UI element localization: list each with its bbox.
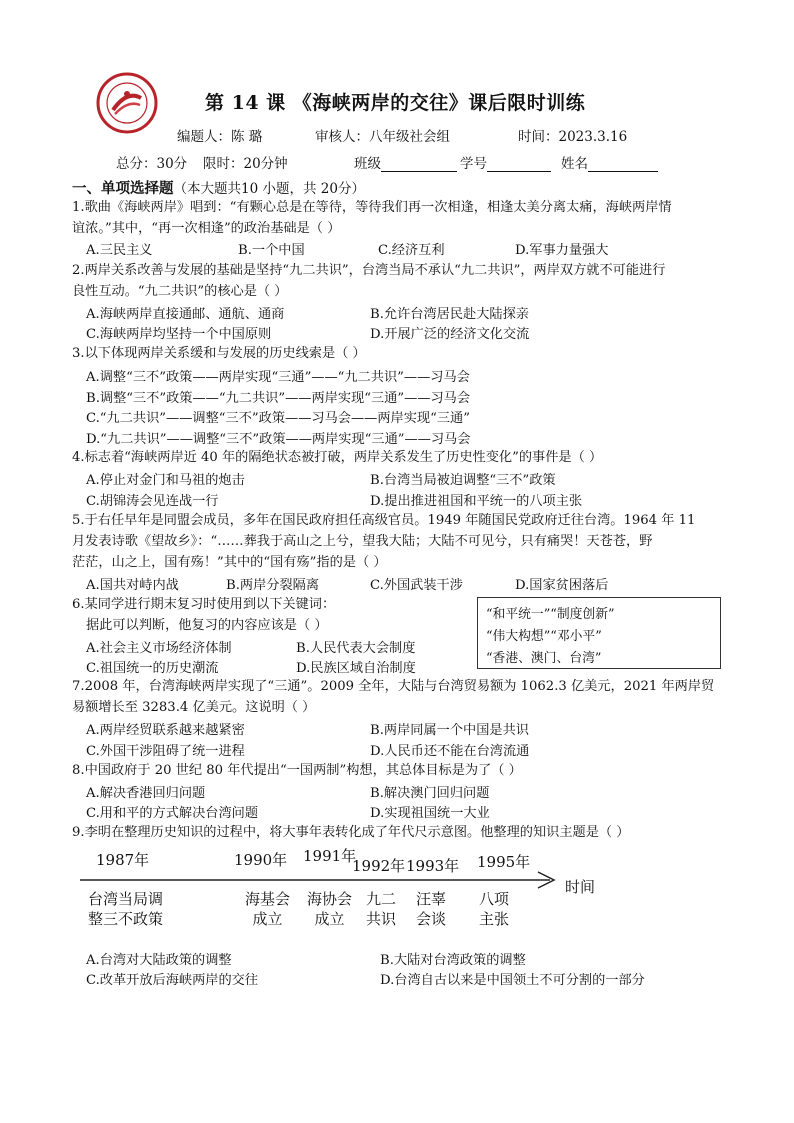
name-field[interactable] [561,152,658,172]
q7-option-b[interactable]: B.两岸同属一个中国是共识 [370,723,529,738]
timeline-event-1992: 九二 共识 [366,890,397,928]
question-6: 6.某同学进行期末复习时使用到以下关键词： 据此可以判断，他复习的内容应该是（ ） [72,597,336,633]
timeline-year-1995: 1995年 [477,853,531,871]
keywords-box: “和平统一”“制度创新” “伟大构想”“邓小平” “香港、澳门、台湾” [477,597,721,669]
q6-option-c[interactable]: C.祖国统一的历史潮流 [86,661,219,676]
section-title: 一、单项选择题（本大题共10 小题，共 20分） [72,180,365,197]
timeline-axis-label: 时间 [565,878,596,896]
q3-option-c[interactable]: C.“九二共识”——调整“三不”政策——习马会——两岸实现“三通” [86,411,470,426]
q8-option-c[interactable]: C.用和平的方式解决台湾问题 [86,806,259,821]
question-8: 8.中国政府于 20 世纪 80 年代提出“一国两制”构想，其总体目标是为了（ ） [72,763,522,778]
q5-option-a[interactable]: A.国共对峙内战 [86,578,179,593]
q9-option-a[interactable]: A.台湾对大陆政策的调整 [86,953,232,968]
page-title: 第 14 课 《海峡两岸的交往》课后限时训练 [205,92,586,114]
timeline-year-1992: 1992年 [352,857,406,875]
q1-option-a[interactable]: A.三民主义 [86,243,153,258]
q6-option-d[interactable]: D.民族区域自治制度 [296,661,416,676]
q7-option-d[interactable]: D.人民币还不能在台湾流通 [370,744,530,759]
q8-option-d[interactable]: D.实现祖国统一大业 [370,806,490,821]
q5-option-b[interactable]: B.两岸分裂隔离 [226,578,320,593]
q9-option-b[interactable]: B.大陆对台湾政策的调整 [380,953,526,968]
question-1: 1.歌曲《海峡两岸》唱到：“有颗心总是在等待，等待我们再一次相逢，相逢太美分离太痛，海峡两岸情 谊浓。”其中，“再一次相逢”的政治基础是（ ） [72,200,672,236]
timeline-event-1995: 八项 主张 [479,890,510,928]
school-logo [96,72,158,134]
total-score: 总分：30分 [116,156,188,172]
q1-option-b[interactable]: B.一个中国 [238,243,305,258]
class-field[interactable] [354,152,457,172]
q8-option-b[interactable]: B.解决澳门回归问题 [370,786,490,801]
timeline-event-1991: 海协会 成立 [307,890,353,928]
q5-option-d[interactable]: D.国家贫困落后 [515,578,609,593]
question-5: 5.于右任早年是同盟会成员，多年在国民政府担任高级官员。1949 年随国民党政府迁往台湾。1964 年 11 月发表诗歌《望故乡》：“……葬我于高山之上兮，望我大陆；大陆不可见兮，只有痛哭！天苍苍，野 茫茫，山之上，国有殇！”其中的“国有殇”指的是（ ） [72,513,696,570]
question-9: 9.李明在整理历史知识的过程中，将大事年表转化成了年代尺示意图。他整理的知识主题是（ ） [72,825,630,840]
class-label: 班级 [354,156,381,172]
q4-option-d[interactable]: D.提出推进祖国和平统一的八项主张 [370,494,583,509]
q2-option-a[interactable]: A.海峡两岸直接通邮、通航、通商 [86,307,285,322]
timeline-year-1990: 1990年 [234,851,288,869]
q3-option-d[interactable]: D.“九二共识”——调整“三不”政策——两岸实现“三通”——习马会 [86,432,471,447]
q8-option-a[interactable]: A.解决香港回归问题 [86,786,206,801]
editor: 编题人：陈 璐 [177,129,263,145]
question-2: 2.两岸关系改善与发展的基础是坚持“九二共识”，台湾当局不承认“九二共识”，两岸双方就不可能进行 良性互动。“九二共识”的核心是（ ） [72,263,666,299]
q1-option-d[interactable]: D.军事力量强大 [515,243,609,258]
question-7: 7.2008 年，台湾海峡两岸实现了“三通”。2009 全年，大陆与台湾贸易额为 1062.3 亿美元，2021 年两岸贸 易额增长至 3283.4 亿美元。这说明（ ） [72,679,715,715]
time-limit: 限时：20分钟 [203,156,288,172]
date: 时间：2023.3.16 [518,129,628,145]
q3-option-b[interactable]: B.调整“三不”政策——“九二共识”——两岸实现“三通”——习马会 [86,391,471,406]
q4-option-a[interactable]: A.停止对金门和马祖的炮击 [86,473,245,488]
student-id-field[interactable] [460,152,551,172]
q4-option-c[interactable]: C.胡锦涛会见连战一行 [86,494,219,509]
q2-option-b[interactable]: B.允许台湾居民赴大陆探亲 [370,307,529,322]
timeline-year-1987: 1987年 [96,851,150,869]
q9-option-d[interactable]: D.台湾自古以来是中国领土不可分割的一部分 [380,973,645,988]
q9-option-c[interactable]: C.改革开放后海峡两岸的交往 [86,973,259,988]
q7-option-c[interactable]: C.外国干涉阻碍了统一进程 [86,744,245,759]
timeline-year-1991: 1991年 [303,847,357,865]
q4-option-b[interactable]: B.台湾当局被迫调整“三不”政策 [370,473,556,488]
q5-option-c[interactable]: C.外国武装干涉 [370,578,463,593]
question-3: 3.以下体现两岸关系缓和与发展的历史线索是（ ） [72,346,366,361]
name-label: 姓名 [561,156,588,172]
q2-option-d[interactable]: D.开展广泛的经济文化交流 [370,327,530,342]
q1-option-c[interactable]: C.经济互利 [378,243,445,258]
timeline-event-1987: 台湾当局调 整三不政策 [88,890,164,928]
q7-option-a[interactable]: A.两岸经贸联系越来越紧密 [86,723,245,738]
timeline-event-1993: 汪辜 会谈 [416,890,447,928]
reviewer: 审核人：八年级社会组 [315,129,450,145]
question-4: 4.标志着“海峡两岸近 40 年的隔绝状态被打破，两岸关系发生了历史性变化”的事件是（ ） [72,450,603,465]
q2-option-c[interactable]: C.海峡两岸均坚持一个中国原则 [86,327,272,342]
timeline-year-1993: 1993年 [406,857,460,875]
q6-option-b[interactable]: B.人民代表大会制度 [296,641,416,656]
timeline-event-1990: 海基会 成立 [245,890,291,928]
student-id-label: 学号 [460,156,487,172]
q6-option-a[interactable]: A.社会主义市场经济体制 [86,641,232,656]
q3-option-a[interactable]: A.调整“三不”政策——两岸实现“三通”——“九二共识”——习马会 [86,370,470,385]
